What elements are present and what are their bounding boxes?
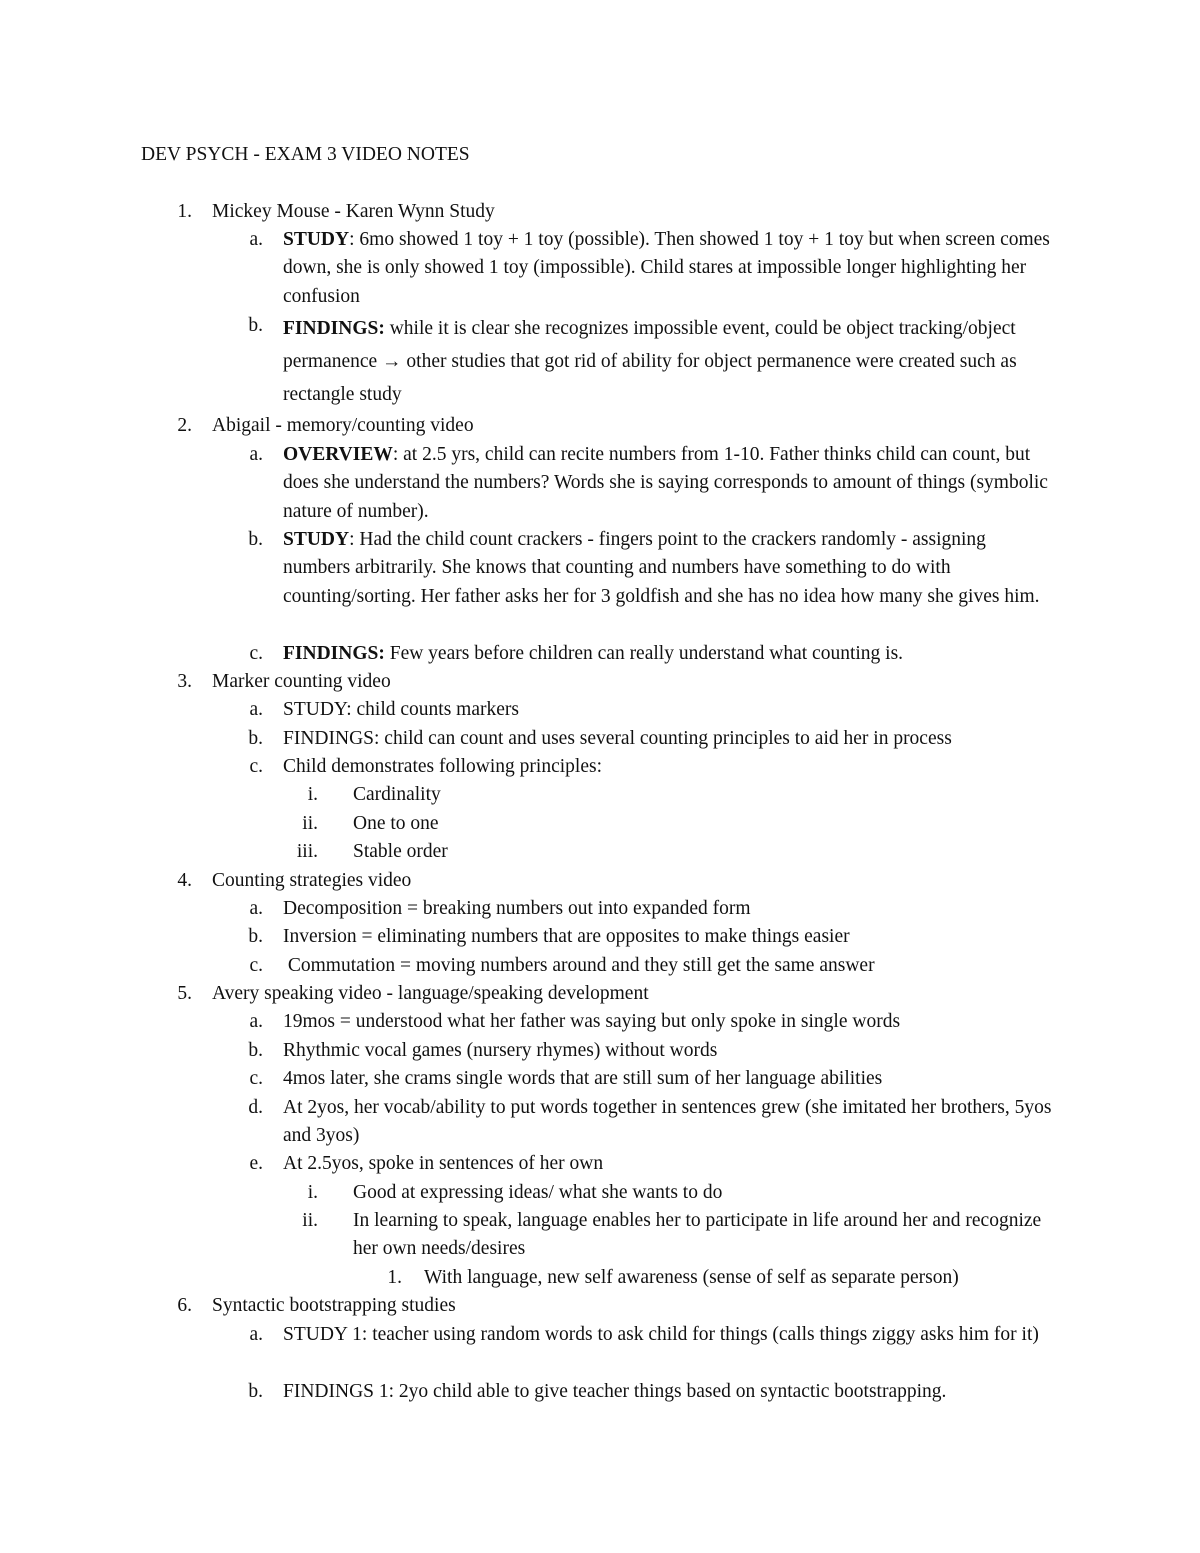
- item-label: STUDY: [283, 529, 350, 550]
- list-item-2b: [230, 526, 1053, 611]
- list-item-text: [283, 312, 1053, 411]
- list-item-title: Abigail - memory/counting video: [212, 415, 474, 436]
- list-marker: i.: [307, 1182, 318, 1203]
- list-item-5c: [230, 1065, 1053, 1093]
- list-marker: a.: [249, 898, 263, 919]
- list-item-3: [160, 668, 1092, 696]
- list-item-text: FINDINGS 1: 2yo child able to give teacher things based on syntactic bootstrapping.: [283, 1381, 947, 1402]
- item-label: FINDINGS:: [283, 643, 385, 664]
- list-item-text: Child demonstrates following principles:: [283, 756, 602, 777]
- list-item-4b: [230, 923, 1053, 951]
- list-item-text: [283, 526, 1053, 611]
- list-item-4: [160, 867, 1092, 895]
- list-marker: b.: [248, 1040, 263, 1061]
- list-marker: i.: [307, 784, 318, 805]
- list-marker: a.: [249, 1324, 263, 1345]
- list-item-text: FINDINGS: child can count and uses several counting principles to aid her in process: [283, 728, 952, 749]
- list-item-3c-ii: [280, 810, 1053, 838]
- list-item-5a: [230, 1008, 1053, 1036]
- item-body: : Had the child count crackers - fingers point to the crackers randomly - assigning numbers arbitrarily. She knows that counting and numbers have something to do with counting/sorting. Her father asks her for 3 goldfish and she has no idea how many she gives him.: [283, 529, 1040, 607]
- list-item-6: [160, 1292, 1092, 1320]
- list-item-5: [160, 980, 1092, 1008]
- list-item-title: Mickey Mouse - Karen Wynn Study: [212, 201, 495, 222]
- list-item-text: Rhythmic vocal games (nursery rhymes) without words: [283, 1040, 718, 1061]
- list-marker: a.: [249, 699, 263, 720]
- list-item-2a: [230, 441, 1053, 526]
- list-item-3c: [230, 753, 1053, 781]
- list-item-text: [283, 441, 1053, 526]
- list-item-4c: [230, 952, 1053, 980]
- list-item-text: At 2.5yos, spoke in sentences of her own: [283, 1153, 604, 1174]
- list-item-text: Good at expressing ideas/ what she wants to do: [353, 1182, 723, 1203]
- list-marker: a.: [249, 229, 263, 250]
- list-item-text: Inversion = eliminating numbers that are opposites to make things easier: [283, 926, 850, 947]
- list-item-5d: [230, 1094, 1053, 1151]
- list-item-4a: [230, 895, 1053, 923]
- list-item-5b: [230, 1037, 1053, 1065]
- document-title: DEV PSYCH - EXAM 3 VIDEO NOTES: [141, 144, 470, 165]
- list-item-text: STUDY: child counts markers: [283, 699, 519, 720]
- list-item-5e-i: [280, 1179, 1053, 1207]
- list-item-5e-ii-1: [370, 1264, 1084, 1292]
- list-marker: e.: [249, 1153, 263, 1174]
- list-item-3c-i: [280, 781, 1053, 809]
- list-item-3a: [230, 696, 1053, 724]
- list-item-title: Counting strategies video: [212, 870, 412, 891]
- list-item-text: Commutation = moving numbers around and they still get the same answer: [283, 955, 875, 976]
- list-item-text: At 2yos, her vocab/ability to put words together in sentences grew (she imitated her brothers, 5yos and 3yos): [283, 1097, 1052, 1147]
- item-body: while it is clear she recognizes impossible event, could be object tracking/object permanence → other studies that got rid of ability for object permanence were created such as rectangle study: [283, 318, 1017, 405]
- list-item-text: Decomposition = breaking numbers out into expanded form: [283, 898, 751, 919]
- item-label: OVERVIEW: [283, 444, 393, 465]
- list-item-1a: [230, 226, 1053, 311]
- list-marker: b.: [248, 926, 263, 947]
- list-item-text: Cardinality: [353, 784, 441, 805]
- list-item-text: Stable order: [353, 841, 448, 862]
- list-item-text: With language, new self awareness (sense of self as separate person): [424, 1267, 959, 1288]
- list-item-2: [160, 412, 1092, 440]
- list-item-5e-ii: [280, 1207, 1053, 1264]
- item-body: : 6mo showed 1 toy + 1 toy (possible). Then showed 1 toy + 1 toy but when screen comes down, she is only showed 1 toy (impossible). Child stares at impossible longer highlighting her confusion: [283, 229, 1050, 307]
- list-marker: 6.: [177, 1295, 192, 1316]
- item-label: FINDINGS:: [283, 318, 385, 339]
- item-label: STUDY: [283, 229, 350, 250]
- list-item-1: [160, 198, 1092, 226]
- list-marker: c.: [249, 1068, 263, 1089]
- list-marker: a.: [249, 1011, 263, 1032]
- list-marker: b.: [248, 315, 263, 336]
- list-marker: c.: [249, 643, 263, 664]
- list-item-3b: [230, 725, 1053, 753]
- list-item-text: [283, 640, 1053, 668]
- list-item-6b: [230, 1378, 1053, 1406]
- list-marker: 2.: [177, 415, 192, 436]
- list-marker: b.: [248, 1381, 263, 1402]
- list-item-2c: [230, 640, 1053, 668]
- list-item-text: One to one: [353, 813, 439, 834]
- list-item-title: Avery speaking video - language/speaking development: [212, 983, 649, 1004]
- list-marker: c.: [249, 756, 263, 777]
- list-marker: b.: [248, 529, 263, 550]
- list-item-text: [283, 226, 1053, 311]
- list-marker: iii.: [296, 841, 318, 862]
- list-item-1b: [230, 312, 1053, 411]
- list-marker: ii.: [302, 1210, 318, 1231]
- list-item-text: STUDY 1: teacher using random words to ask child for things (calls things ziggy asks him for it): [283, 1324, 1039, 1345]
- list-marker: 4.: [177, 870, 192, 891]
- list-marker: 3.: [177, 671, 192, 692]
- list-marker: 5.: [177, 983, 192, 1004]
- list-item-5e: [230, 1150, 1053, 1178]
- list-item-3c-iii: [280, 838, 1053, 866]
- list-marker: 1.: [177, 201, 192, 222]
- list-item-6a: [230, 1321, 1053, 1349]
- list-marker: b.: [248, 728, 263, 749]
- list-item-text: In learning to speak, language enables her to participate in life around her and recognize her own needs/desires: [353, 1210, 1042, 1260]
- item-body: Few years before children can really understand what counting is.: [384, 643, 904, 664]
- list-marker: ii.: [302, 813, 318, 834]
- list-marker: c.: [249, 955, 263, 976]
- list-marker: a.: [249, 444, 263, 465]
- list-marker: 1.: [387, 1267, 402, 1288]
- list-item-text: 4mos later, she crams single words that are still sum of her language abilities: [283, 1068, 883, 1089]
- list-item-text: 19mos = understood what her father was saying but only spoke in single words: [283, 1011, 901, 1032]
- list-item-title: Marker counting video: [212, 671, 391, 692]
- item-body: : at 2.5 yrs, child can recite numbers from 1-10. Father thinks child can count, but does she understand the numbers? Words she is saying corresponds to amount of things (symbolic nature of number).: [283, 444, 1048, 522]
- list-marker: d.: [248, 1097, 263, 1118]
- list-item-title: Syntactic bootstrapping studies: [212, 1295, 456, 1316]
